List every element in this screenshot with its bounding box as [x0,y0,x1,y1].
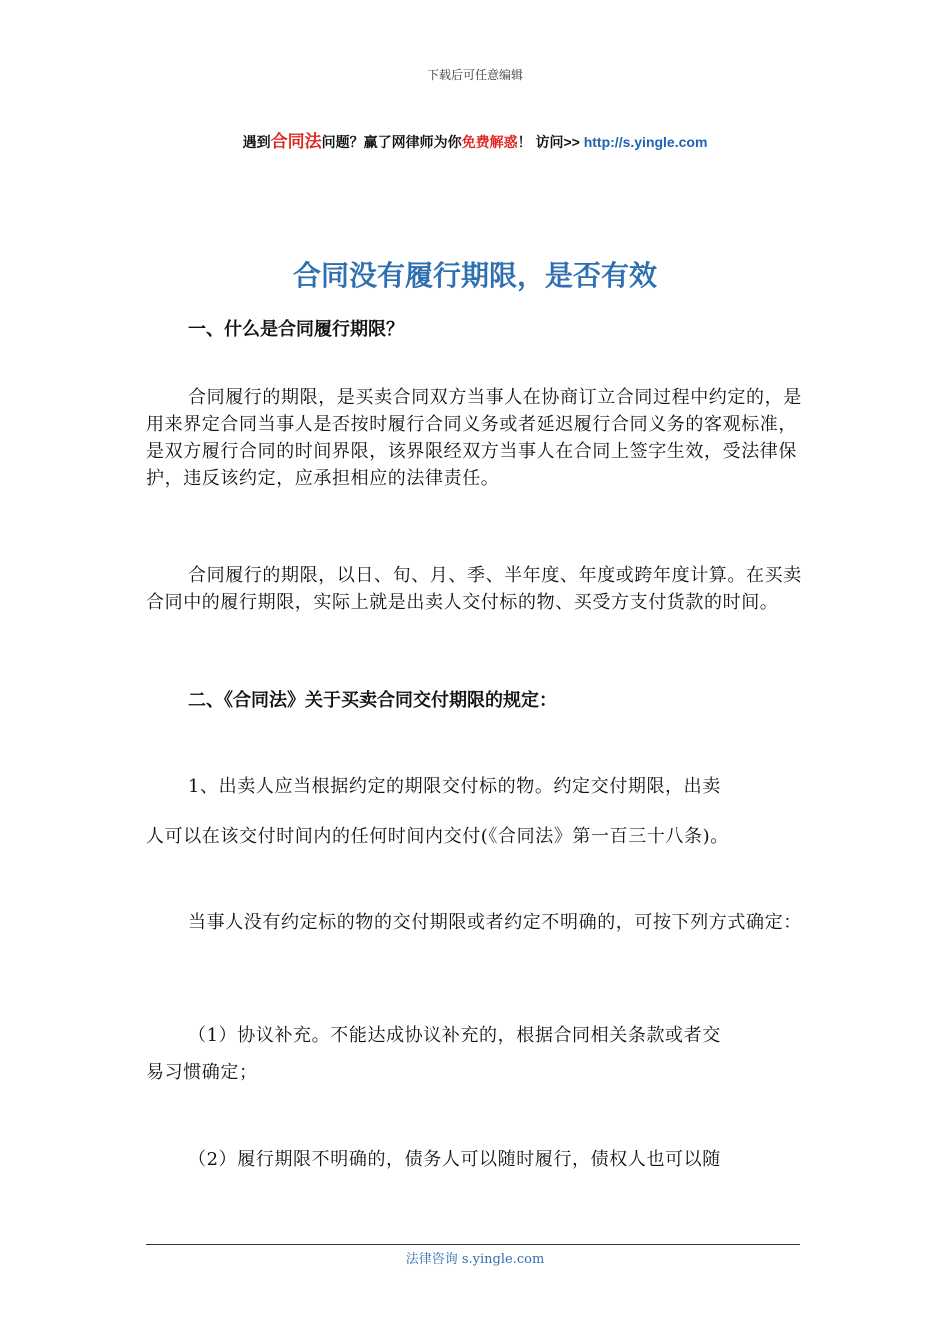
ad-text-2: 问题？赢了网律师为你 [321,134,462,150]
ad-banner [0,127,950,152]
ad-link[interactable]: http://s.yingle.com [583,134,708,150]
paragraph-2: 合同履行的期限，以日、旬、月、季、半年度、年度或跨年度计算。在买卖合同中的履行期限，实际上就是出卖人交付标的物、买受方支付货款的时间。 [146,565,802,613]
footer-text[interactable]: 法律咨询 s.yingle.com [405,1252,545,1267]
section-2-heading: 二、《合同法》关于买卖合同交付期限的规定： [188,690,557,711]
item-1-line-1: 1、出卖人应当根据约定的期限交付标的物。约定交付期限，出卖 [188,776,721,797]
sub-item-2-line-1: （2）履行期限不明确的，债务人可以随时履行，债权人也可以随 [188,1149,721,1170]
sub-item-1-line-1: （1）协议补充。不能达成协议补充的，根据合同相关条款或者交 [188,1025,721,1046]
download-note: 下载后可任意编辑 [426,68,523,82]
paragraph-1: 合同履行的期限，是买卖合同双方当事人在协商订立合同过程中约定的，是用来界定合同当事人是否按时履行合同义务或者延迟履行合同义务的客观标准，是双方履行合同的时间界限，该界限经双方当事人在合同上签字生效，受法律保护，违反该约定，应承担相应的法律责任。 [146,387,802,489]
ad-highlight-free: 免费解惑 [461,134,518,150]
ad-highlight-contract-law: 合同法 [270,132,322,151]
section-1-heading: 一、什么是合同履行期限？ [188,319,404,340]
sub-item-1-line-2: 易习惯确定； [146,1062,258,1083]
ad-text-1: 遇到 [242,134,271,150]
ad-text-3: ！ 访问>> [517,134,584,150]
paragraph-3: 当事人没有约定标的物的交付期限或者约定不明确的，可按下列方式确定： [188,912,802,933]
footer-divider [146,1244,800,1245]
document-title: 合同没有履行期限，是否有效 [292,259,657,292]
item-1-line-2: 人可以在该交付时间内的任何时间内交付(《合同法》第一百三十八条)。 [146,826,729,847]
